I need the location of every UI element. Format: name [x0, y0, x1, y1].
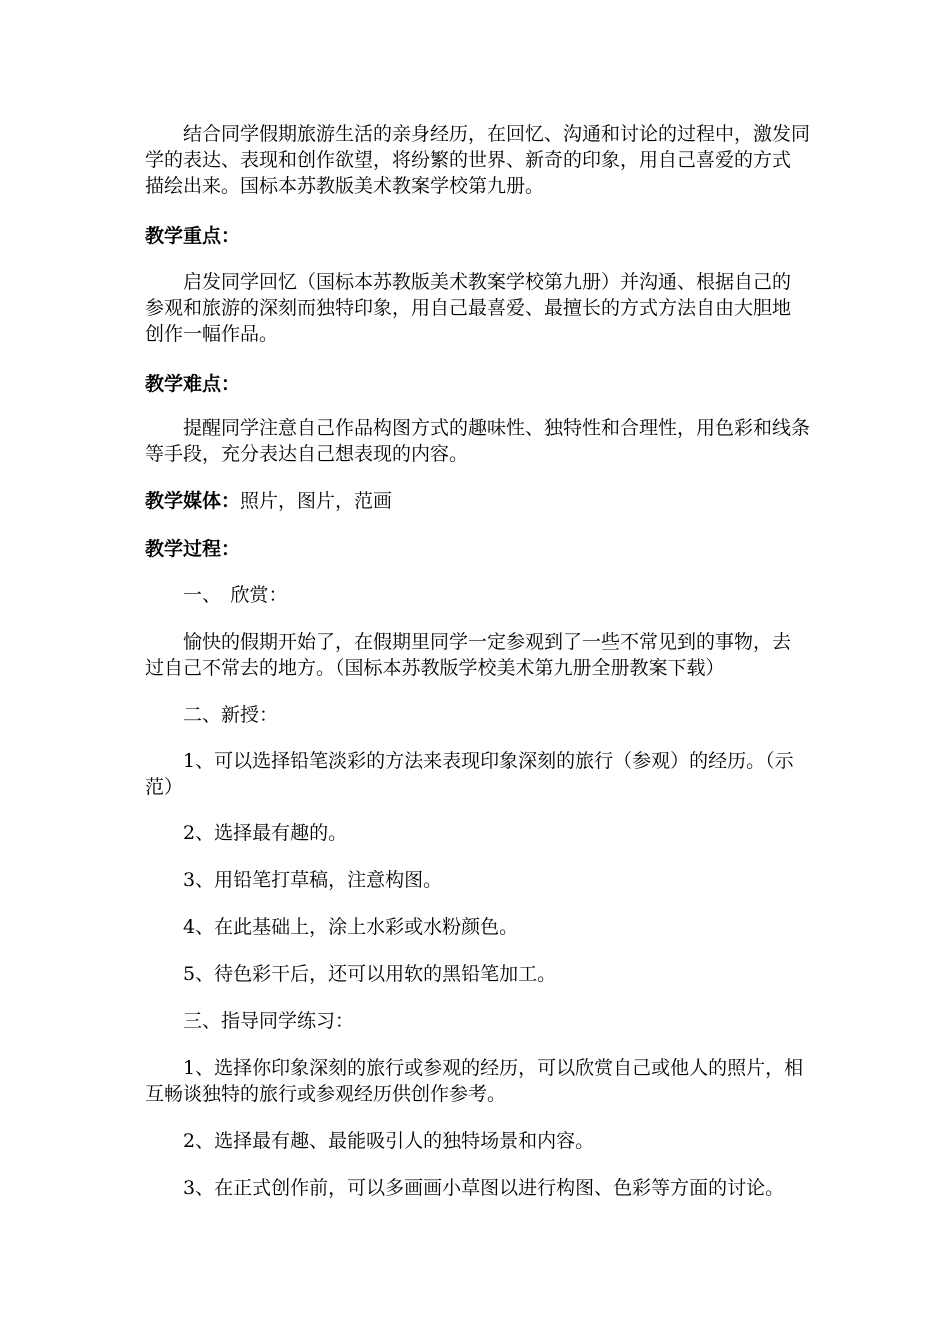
key-points-paragraph: [145, 269, 810, 347]
media-heading: 教学媒体：: [145, 490, 241, 512]
section1-title: 一、 欣赏：: [145, 584, 288, 606]
step4-line: 4、在此基础上，涂上水彩或水粉颜色。: [145, 916, 519, 938]
section1-line: 过自己不常去的地方。（国标本苏教版学校美术第九册全册教案下载）: [145, 657, 725, 679]
practice1-line: 互畅谈独特的旅行或参观经历供创作参考。: [145, 1083, 507, 1105]
section2-title: 二、新授：: [145, 704, 279, 726]
practice3-line: 3、在正式创作前，可以多画画小草图以进行构图、色彩等方面的讨论。: [145, 1177, 785, 1199]
step5-line: 5、待色彩干后，还可以用软的黑铅笔加工。: [145, 963, 557, 985]
intro-paragraph: [145, 121, 810, 199]
media-line: [145, 488, 392, 514]
key-points-line: 参观和旅游的深刻而独特印象，用自己最喜爱、最擅长的方式方法自由大胆地: [145, 297, 792, 319]
key-points-line: 启发同学回忆（国标本苏教版美术教案学校第九册）并沟通、根据自己的: [145, 271, 792, 293]
process-heading: 教学过程：: [145, 538, 241, 560]
media-value: 照片，图片，范画: [240, 490, 393, 512]
intro-line: 学的表达、表现和创作欲望，将纷繁的世界、新奇的印象，用自己喜爱的方式: [145, 149, 792, 171]
difficulties-paragraph: [145, 415, 810, 467]
section1-line: 愉快的假期开始了，在假期里同学一定参观到了一些不常见到的事物，去: [145, 631, 792, 653]
section3-title: 三、指导同学练习：: [145, 1010, 355, 1032]
practice1-line: 1、选择你印象深刻的旅行或参观的经历，可以欣赏自己或他人的照片，相: [145, 1057, 804, 1079]
intro-line: 结合同学假期旅游生活的亲身经历，在回忆、沟通和讨论的过程中，激发同: [145, 123, 811, 145]
difficulties-line: 提醒同学注意自己作品构图方式的趣味性、独特性和合理性，用色彩和线条: [145, 417, 811, 439]
key-points-heading: 教学重点：: [145, 225, 241, 247]
step2-line: 2、选择最有趣的。: [145, 822, 348, 844]
practice2-line: 2、选择最有趣、最能吸引人的独特场景和内容。: [145, 1130, 595, 1152]
step3-line: 3、用铅笔打草稿，注意构图。: [145, 869, 443, 891]
intro-line: 描绘出来。国标本苏教版美术教案学校第九册。: [145, 175, 545, 197]
step1-paragraph: [145, 748, 810, 800]
difficulties-heading: 教学难点：: [145, 373, 241, 395]
step1-line: 范）: [145, 776, 184, 798]
practice1-paragraph: [145, 1055, 810, 1107]
key-points-line: 创作一幅作品。: [145, 323, 279, 345]
difficulties-line: 等手段，充分表达自己想表现的内容。: [145, 443, 469, 465]
section1-paragraph: [145, 629, 810, 681]
step1-line: 1、可以选择铅笔淡彩的方法来表现印象深刻的旅行（参观）的经历。（示: [145, 750, 794, 772]
